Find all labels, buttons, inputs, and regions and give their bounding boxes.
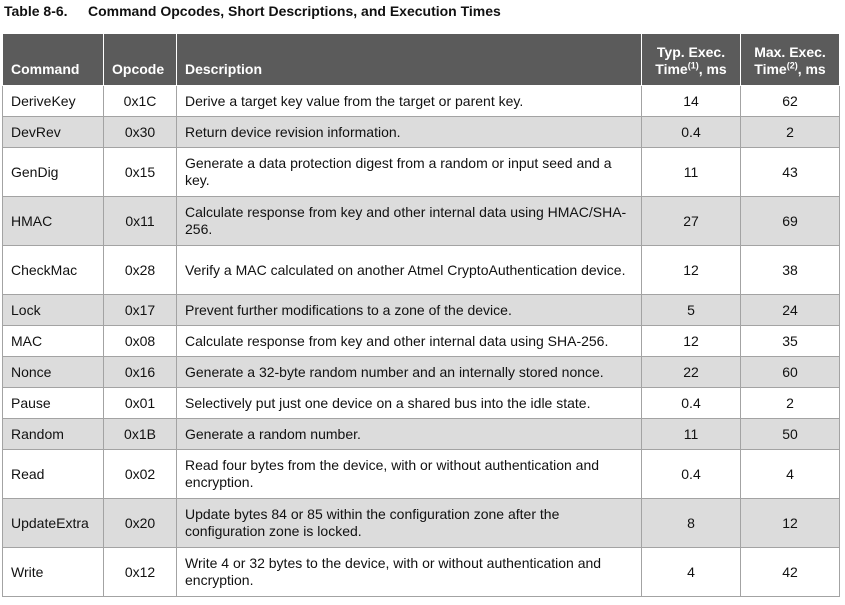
cell-command: Random — [3, 419, 104, 450]
cell-max-time: 38 — [741, 246, 840, 295]
table-row — [3, 326, 840, 357]
cell-typ-time: 5 — [642, 295, 741, 326]
cell-command: DeriveKey — [3, 86, 104, 117]
cell-max-time: 60 — [741, 357, 840, 388]
cell-max-time: 35 — [741, 326, 840, 357]
cell-description: Read four bytes from the device, with or without authentication and encryption. — [177, 450, 642, 499]
cell-typ-time: 27 — [642, 197, 741, 246]
table-number: Table 8-6. — [4, 3, 68, 19]
cell-opcode: 0x02 — [104, 450, 177, 499]
cell-command: CheckMac — [3, 246, 104, 295]
cell-command: Read — [3, 450, 104, 499]
cell-typ-time: 14 — [642, 86, 741, 117]
cell-description: Update bytes 84 or 85 within the configuration zone after the configuration zone is locked. — [177, 499, 642, 548]
cell-opcode: 0x08 — [104, 326, 177, 357]
cell-typ-time: 0.4 — [642, 388, 741, 419]
cell-command: DevRev — [3, 117, 104, 148]
table-row — [3, 295, 840, 326]
cell-description: Generate a data protection digest from a random or input seed and a key. — [177, 148, 642, 197]
cell-typ-time: 12 — [642, 246, 741, 295]
cell-max-time: 24 — [741, 295, 840, 326]
table-title: Command Opcodes, Short Descriptions, and Execution Times — [88, 3, 501, 19]
cell-description: Prevent further modifications to a zone of the device. — [177, 295, 642, 326]
cell-description: Return device revision information. — [177, 117, 642, 148]
cell-opcode: 0x1C — [104, 86, 177, 117]
cell-typ-time: 11 — [642, 419, 741, 450]
header-row — [3, 34, 840, 86]
cell-opcode: 0x11 — [104, 197, 177, 246]
cell-description: Verify a MAC calculated on another Atmel CryptoAuthentication device. — [177, 246, 642, 295]
cell-opcode: 0x28 — [104, 246, 177, 295]
cell-typ-time: 11 — [642, 148, 741, 197]
header-typ-exec-time: Typ. Exec. Time$^{(1)}$, ms — [642, 34, 741, 86]
cell-max-time: 2 — [741, 388, 840, 419]
cell-description: Calculate response from key and other internal data using HMAC/SHA-256. — [177, 197, 642, 246]
cell-description: Derive a target key value from the target or parent key. — [177, 86, 642, 117]
cell-max-time: 2 — [741, 117, 840, 148]
cell-command: GenDig — [3, 148, 104, 197]
table-row — [3, 388, 840, 419]
cell-command: Write — [3, 548, 104, 597]
cell-opcode: 0x15 — [104, 148, 177, 197]
cell-typ-time: 0.4 — [642, 117, 741, 148]
command-table — [2, 33, 840, 597]
cell-command: MAC — [3, 326, 104, 357]
table-row — [3, 197, 840, 246]
cell-command: UpdateExtra — [3, 499, 104, 548]
table-row — [3, 117, 840, 148]
cell-opcode: 0x20 — [104, 499, 177, 548]
cell-opcode: 0x01 — [104, 388, 177, 419]
cell-command: HMAC — [3, 197, 104, 246]
cell-opcode: 0x12 — [104, 548, 177, 597]
cell-max-time: 12 — [741, 499, 840, 548]
cell-opcode: 0x16 — [104, 357, 177, 388]
cell-typ-time: 22 — [642, 357, 741, 388]
header-command: Command — [3, 34, 104, 86]
cell-max-time: 4 — [741, 450, 840, 499]
header-description: Description — [177, 34, 642, 86]
cell-typ-time: 4 — [642, 548, 741, 597]
table-row — [3, 246, 840, 295]
header-opcode: Opcode — [104, 34, 177, 86]
cell-description: Write 4 or 32 bytes to the device, with or without authentication and encryption. — [177, 548, 642, 597]
cell-max-time: 43 — [741, 148, 840, 197]
cell-typ-time: 12 — [642, 326, 741, 357]
table-row — [3, 148, 840, 197]
cell-command: Pause — [3, 388, 104, 419]
cell-command: Nonce — [3, 357, 104, 388]
table-row — [3, 450, 840, 499]
cell-typ-time: 0.4 — [642, 450, 741, 499]
cell-max-time: 69 — [741, 197, 840, 246]
cell-opcode: 0x1B — [104, 419, 177, 450]
cell-description: Calculate response from key and other internal data using SHA-256. — [177, 326, 642, 357]
cell-description: Generate a 32-byte random number and an internally stored nonce. — [177, 357, 642, 388]
cell-description: Selectively put just one device on a shared bus into the idle state. — [177, 388, 642, 419]
table-caption — [4, 3, 501, 19]
header-max-exec-time: Max. Exec. Time$^{(2)}$, ms — [741, 34, 840, 86]
cell-max-time: 50 — [741, 419, 840, 450]
table-row — [3, 86, 840, 117]
cell-max-time: 62 — [741, 86, 840, 117]
table-row — [3, 419, 840, 450]
table-row — [3, 357, 840, 388]
table-row — [3, 548, 840, 597]
cell-max-time: 42 — [741, 548, 840, 597]
cell-opcode: 0x17 — [104, 295, 177, 326]
table-row — [3, 499, 840, 548]
cell-typ-time: 8 — [642, 499, 741, 548]
cell-command: Lock — [3, 295, 104, 326]
cell-description: Generate a random number. — [177, 419, 642, 450]
cell-opcode: 0x30 — [104, 117, 177, 148]
